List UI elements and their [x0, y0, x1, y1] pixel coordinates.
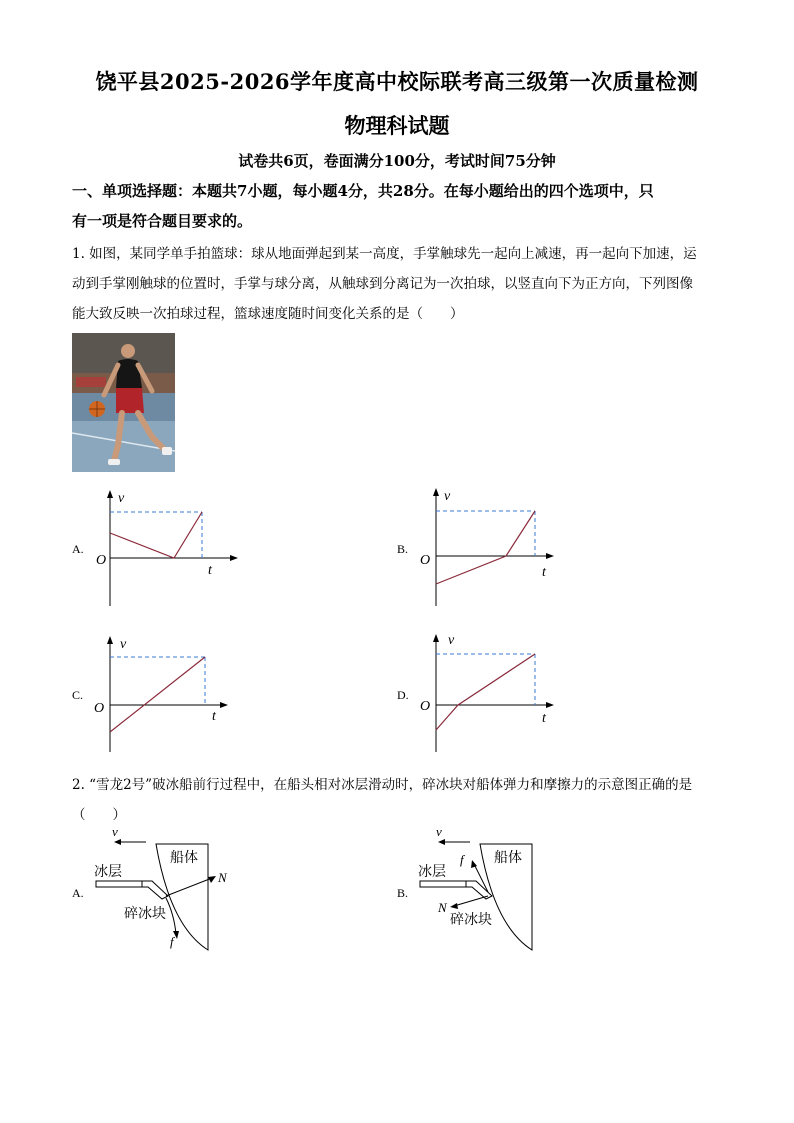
q1-option-b-graph[interactable]	[414, 484, 594, 610]
q2-option-b-label[interactable]: B.	[397, 886, 409, 900]
q1-line2: 动到手掌刚触球的位置时，手掌与球分离，从触球到分离记为一次拍球，以竖直向下为正方向，下列图像	[72, 276, 693, 292]
section-heading-line2: 有一项是符合题目要求的。	[72, 212, 253, 230]
t-axis-label: t	[208, 563, 212, 578]
origin-label: O	[96, 553, 107, 568]
ice-layer-label: 冰层	[94, 865, 122, 880]
q2-line2: （ ）	[72, 807, 126, 823]
friction-force-label: f	[170, 934, 174, 949]
q1-option-b-label[interactable]: B.	[397, 542, 409, 556]
ice-block-label: 碎冰块	[124, 907, 166, 922]
v-axis-label: v	[120, 637, 127, 652]
q2-option-b-diagram[interactable]	[414, 826, 574, 952]
q2-option-a-label[interactable]: A.	[72, 886, 84, 900]
normal-force-label: N	[218, 870, 227, 885]
q1-option-d-graph[interactable]	[414, 630, 594, 756]
origin-label: O	[420, 553, 431, 568]
velocity-label: v	[112, 826, 118, 839]
q2-option-a-diagram[interactable]	[90, 826, 250, 952]
q1-line1: 1. 如图，某同学单手拍篮球：球从地面弹起到某一高度，手掌触球先一起向上减速，再一起向下加速，运	[72, 246, 697, 262]
friction-force-label: f	[460, 852, 464, 867]
v-axis-label: v	[118, 491, 125, 506]
t-axis-label: t	[212, 709, 216, 724]
q1-option-a-graph[interactable]	[88, 488, 268, 610]
q1-option-c-graph[interactable]	[88, 632, 268, 756]
hull-label: 船体	[170, 851, 198, 866]
q1-option-d-label[interactable]: D.	[397, 688, 409, 702]
section-heading-line1: 一、单项选择题：本题共7小题，每小题4分，共28分。在每小题给出的四个选项中，只	[72, 182, 654, 200]
hull-label: 船体	[494, 851, 522, 866]
normal-force-label: N	[438, 900, 447, 915]
q1-option-c-label[interactable]: C.	[72, 688, 84, 702]
t-axis-label: t	[542, 711, 546, 726]
exam-info: 试卷共6页，卷面满分100分，考试时间75分钟	[238, 152, 556, 170]
t-axis-label: t	[542, 565, 546, 580]
velocity-label: v	[436, 826, 442, 839]
q1-option-a-label[interactable]: A.	[72, 542, 84, 556]
q1-line3: 能大致反映一次拍球过程，篮球速度随时间变化关系的是（ ）	[72, 306, 464, 322]
v-axis-label: v	[444, 489, 451, 504]
origin-label: O	[420, 699, 431, 714]
subject-title: 物理科试题	[344, 113, 450, 138]
v-axis-label: v	[448, 633, 455, 648]
exam-title: 饶平县2025-2026学年度高中校际联考高三级第一次质量检测	[95, 69, 699, 94]
origin-label: O	[94, 701, 105, 716]
basketball-player-photo	[72, 333, 175, 472]
ice-block-label: 碎冰块	[450, 913, 492, 928]
q2-line1: 2. “雪龙2号”破冰船前行过程中，在船头相对冰层滑动时，碎冰块对船体弹力和摩擦力的示意图正确的是	[72, 777, 693, 793]
ice-layer-label: 冰层	[418, 865, 446, 880]
